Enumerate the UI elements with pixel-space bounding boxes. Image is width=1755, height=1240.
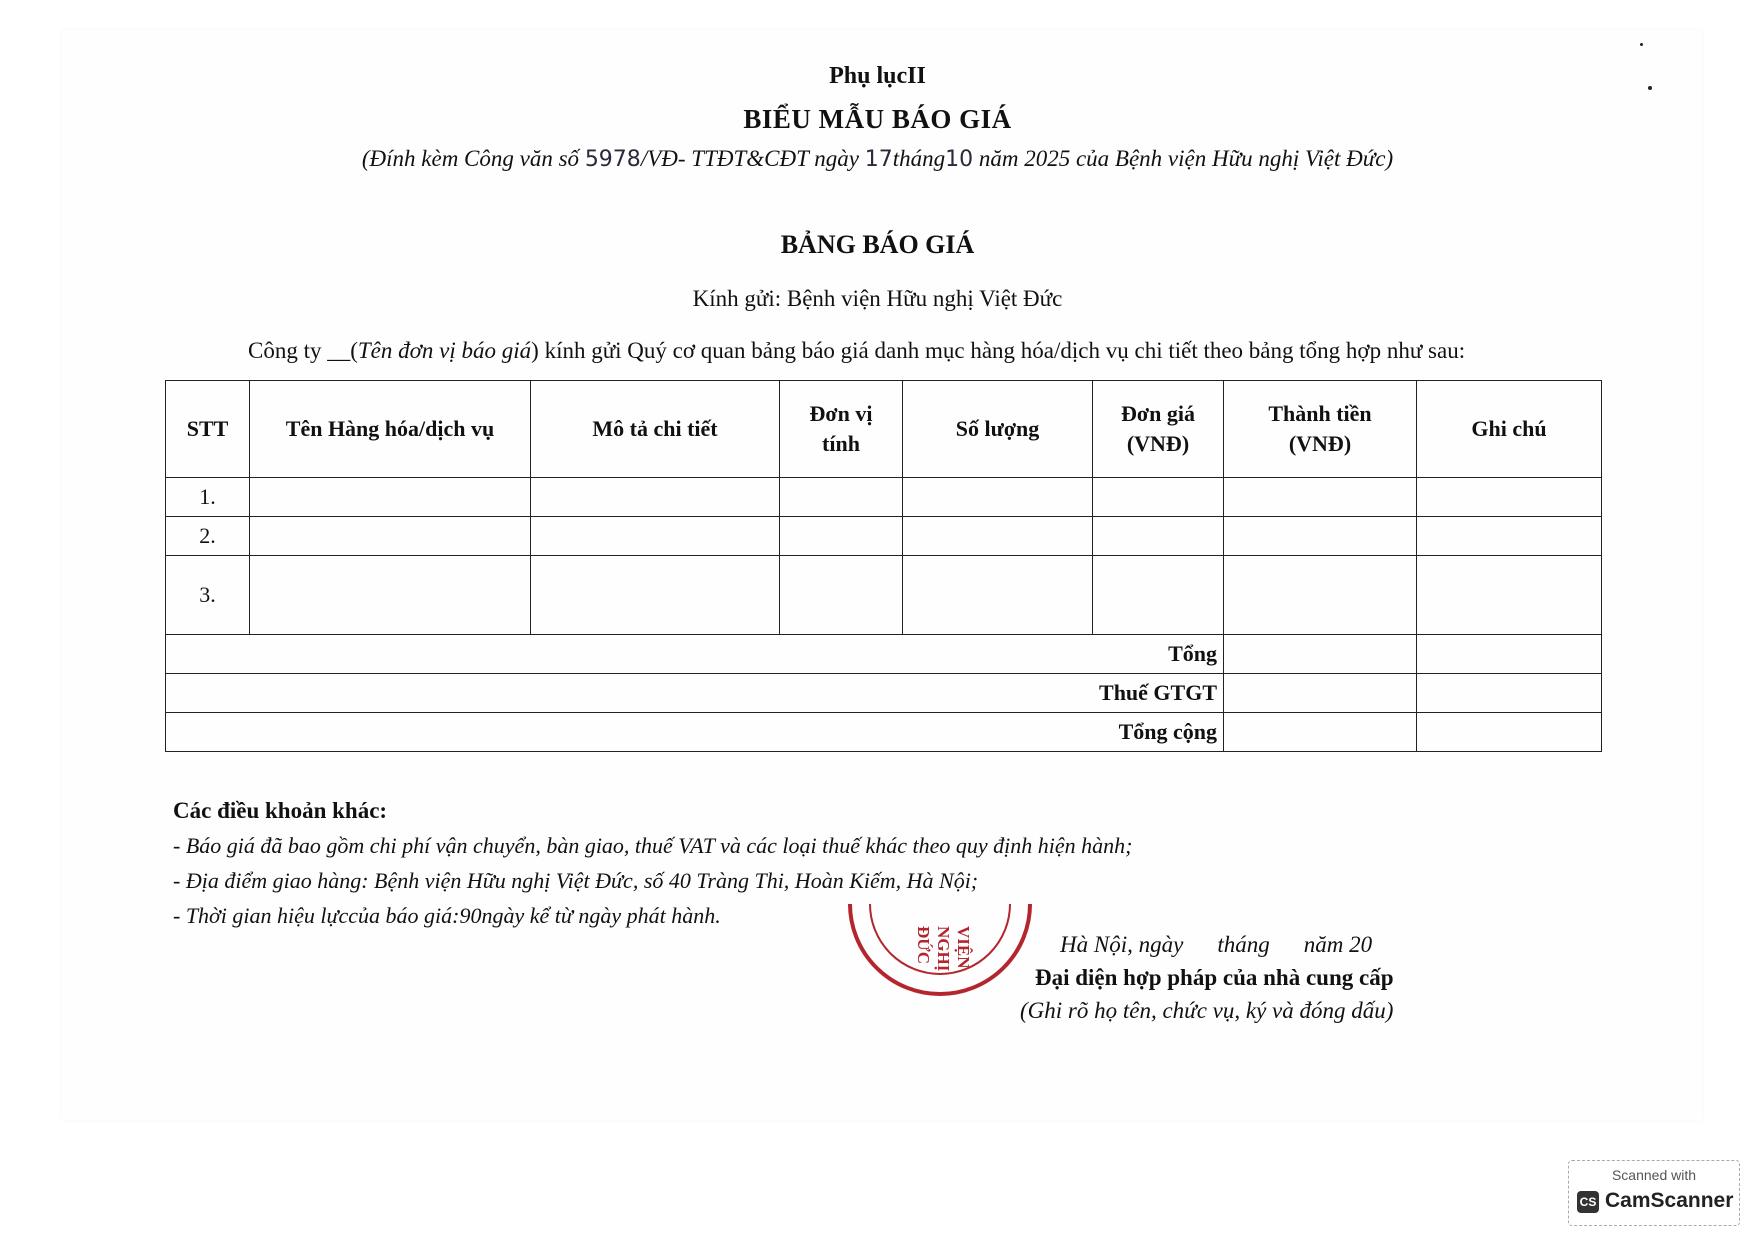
month-label: tháng — [892, 146, 946, 171]
attachment-note — [0, 146, 1755, 172]
header-amount — [1224, 381, 1417, 478]
grand-total-label: Tổng cộng — [166, 713, 1224, 752]
signature-date-line — [1020, 928, 1460, 961]
attachment-prefix: (Đính kèm Công văn số — [361, 146, 585, 171]
header-unit-price — [1093, 381, 1224, 478]
vat-amount-cell — [1224, 674, 1417, 713]
quote-table — [165, 380, 1602, 752]
header-description: Mô tả chi tiết — [531, 381, 780, 478]
vat-label: Thuế GTGT — [166, 674, 1224, 713]
header-unit-line1: Đơn vị — [809, 401, 873, 426]
signature-block — [1020, 928, 1460, 1027]
total-note-cell — [1417, 635, 1602, 674]
day-label: ngày — [808, 146, 865, 171]
attachment-suffix: năm 2025 của Bệnh viện Hữu nghị Việt Đức) — [973, 146, 1394, 171]
cell-amount — [1224, 556, 1417, 635]
scan-mark — [1640, 43, 1643, 46]
table-row — [166, 478, 1602, 517]
table-header-row — [166, 381, 1602, 478]
terms-item: - Thời gian hiệu lựccủa báo giá:90ngày kể từ ngày phát hành. — [173, 903, 721, 928]
cell-unit-price — [1093, 556, 1224, 635]
terms-item: - Báo giá đã bao gồm chi phí vận chuyển, bàn giao, thuế VAT và các loại thuế khác theo quy định hiện hành; — [173, 833, 1133, 858]
summary-row-vat — [166, 674, 1602, 713]
header-price-line2: (VNĐ) — [1126, 431, 1190, 456]
cell-unit — [780, 478, 903, 517]
header-unit-line2: tính — [822, 431, 860, 456]
header-note: Ghi chú — [1417, 381, 1602, 478]
terms-heading: Các điều khoản khác: — [173, 798, 388, 823]
camscanner-brand: CamScanner — [1605, 1189, 1734, 1212]
addressee: Kính gửi: Bệnh viện Hữu nghị Việt Đức — [692, 286, 1063, 311]
cell-note — [1417, 556, 1602, 635]
total-amount-cell — [1224, 635, 1417, 674]
camscanner-badge — [1568, 1160, 1740, 1226]
header-unit — [780, 381, 903, 478]
header-quantity: Số lượng — [903, 381, 1093, 478]
cell-name — [250, 478, 531, 517]
date-year: năm 20 — [1303, 932, 1373, 957]
total-label: Tổng — [166, 635, 1224, 674]
intro-paragraph — [248, 338, 1465, 364]
intro-prefix: Công ty __( — [248, 338, 358, 363]
cell-unit — [780, 517, 903, 556]
intro-placeholder: Tên đơn vị báo giá — [357, 338, 532, 363]
header-price-line1: Đơn giá — [1121, 401, 1195, 426]
header-stt: STT — [166, 381, 250, 478]
cell-unit-price — [1093, 517, 1224, 556]
form-title: BIỂU MẪU BÁO GIÁ — [743, 104, 1012, 134]
cell-name — [250, 517, 531, 556]
cell-description — [531, 556, 780, 635]
vat-note-cell — [1417, 674, 1602, 713]
cell-name — [250, 556, 531, 635]
month-handwritten: 10 — [945, 147, 974, 172]
cell-quantity — [903, 517, 1093, 556]
table-row — [166, 517, 1602, 556]
cell-description — [531, 478, 780, 517]
date-month: tháng — [1217, 932, 1270, 957]
date-place: Hà Nội, ngày — [1060, 932, 1184, 957]
day-handwritten: 17 — [864, 147, 893, 172]
appendix-label: Phụ lụcII — [829, 63, 926, 89]
intro-suffix: ) kính gửi Quý cơ quan bảng báo giá danh mục hàng hóa/dịch vụ chi tiết theo bảng tổng hợp như sau: — [531, 338, 1466, 363]
cell-quantity — [903, 478, 1093, 517]
summary-row-total — [166, 635, 1602, 674]
grand-total-amount-cell — [1224, 713, 1417, 752]
grand-total-note-cell — [1417, 713, 1602, 752]
row-stt: 1. — [166, 478, 250, 517]
cell-amount — [1224, 517, 1417, 556]
cell-note — [1417, 478, 1602, 517]
terms-item: - Địa điểm giao hàng: Bệnh viện Hữu nghị Việt Đức, số 40 Tràng Thi, Hoàn Kiếm, Hà Nội; — [173, 868, 979, 893]
cell-note — [1417, 517, 1602, 556]
doc-number-handwritten: 5978 — [584, 147, 641, 172]
representative-label: Đại diện hợp pháp của nhà cung cấp — [1035, 965, 1394, 990]
summary-row-grand-total — [166, 713, 1602, 752]
stamp-text-1: VIỆN — [954, 926, 973, 969]
doc-code: /VĐ- TTĐT&CĐT — [640, 146, 809, 171]
header-amount-line2: (VNĐ) — [1288, 431, 1352, 456]
header-amount-line1: Thành tiền — [1268, 401, 1372, 426]
stamp-text-3: ĐỨC — [914, 926, 933, 965]
cell-quantity — [903, 556, 1093, 635]
cell-amount — [1224, 478, 1417, 517]
cell-description — [531, 517, 780, 556]
header-name: Tên Hàng hóa/dịch vụ — [250, 381, 531, 478]
row-stt: 3. — [166, 556, 250, 635]
signature-instruction: (Ghi rõ họ tên, chức vụ, ký và đóng dấu) — [1020, 998, 1394, 1023]
stamp-text-2: NGHỊ — [934, 926, 953, 972]
cell-unit-price — [1093, 478, 1224, 517]
scanned-with-label: Scanned with — [1611, 1167, 1697, 1183]
camscanner-logo-icon: CS — [1577, 1191, 1599, 1213]
row-stt: 2. — [166, 517, 250, 556]
cell-unit — [780, 556, 903, 635]
quote-title: BẢNG BÁO GIÁ — [780, 230, 975, 259]
table-row — [166, 556, 1602, 635]
